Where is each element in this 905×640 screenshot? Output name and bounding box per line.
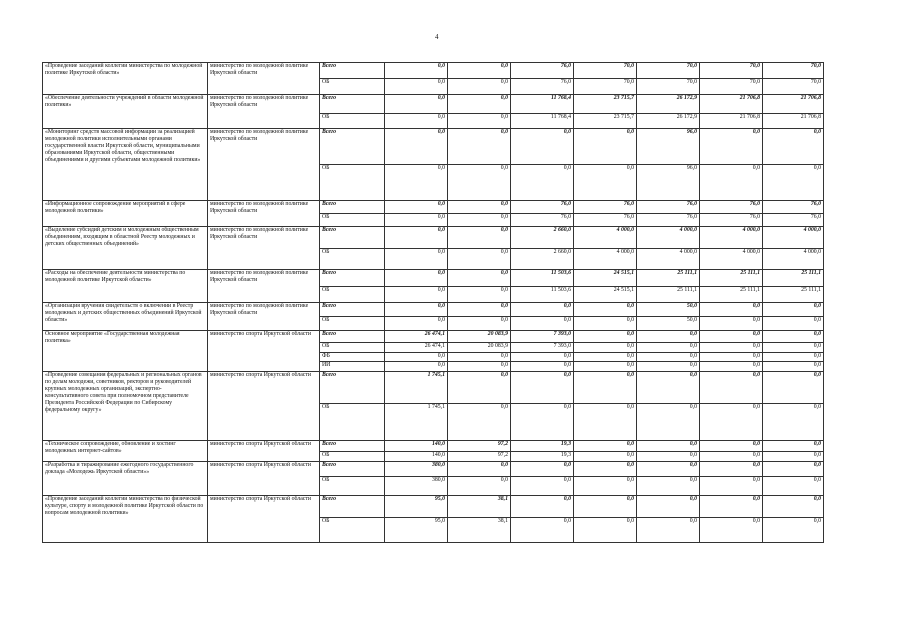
executor-name: министерство по молодежной политике Иркутской области	[208, 270, 320, 303]
amount-cell: 0,0	[574, 404, 637, 441]
amount-cell: 0,0	[637, 496, 700, 518]
amount-cell: 0,0	[448, 95, 511, 114]
amount-cell: 4 000,0	[574, 249, 637, 270]
amount-cell: 0,0	[763, 496, 824, 518]
amount-cell: 38,1	[448, 518, 511, 543]
activity-name: «Организация вручения свидетельств о включении в Реестр молодежных и детских общественных объединений Иркутской области»	[43, 303, 208, 331]
amount-cell: 0,0	[700, 462, 763, 477]
amount-cell: 25 111,1	[637, 287, 700, 303]
table-row	[43, 462, 824, 477]
amount-cell: 0,0	[637, 343, 700, 353]
amount-cell: 26 474,1	[385, 343, 448, 353]
amount-cell: 0,0	[448, 353, 511, 362]
amount-cell: 0,0	[448, 249, 511, 270]
amount-cell: 4 000,0	[763, 227, 824, 249]
funding-source: Всего	[320, 63, 385, 79]
table-row	[43, 270, 824, 287]
amount-cell: 0,0	[700, 303, 763, 317]
amount-cell: 11 503,6	[511, 287, 574, 303]
amount-cell: 76,0	[574, 214, 637, 227]
amount-cell: 70,0	[763, 63, 824, 79]
amount-cell: 0,0	[574, 362, 637, 372]
amount-cell: 11 503,6	[511, 270, 574, 287]
amount-cell: 0,0	[574, 496, 637, 518]
amount-cell: 0,0	[637, 404, 700, 441]
amount-cell: 20 083,9	[448, 331, 511, 343]
amount-cell: 0,0	[574, 353, 637, 362]
amount-cell: 0,0	[763, 353, 824, 362]
amount-cell: 4 000,0	[637, 249, 700, 270]
amount-cell: 0,0	[448, 462, 511, 477]
activity-name: «Техническое сопровождение, обновление и хостинг молодежных интернет-сайтов»	[43, 441, 208, 462]
amount-cell: 140,0	[385, 441, 448, 452]
amount-cell: 0,0	[700, 496, 763, 518]
amount-cell: 25 111,1	[637, 270, 700, 287]
amount-cell: 19,3	[511, 441, 574, 452]
amount-cell: 380,0	[385, 462, 448, 477]
amount-cell: 0,0	[448, 372, 511, 404]
funding-source: Всего	[320, 303, 385, 317]
amount-cell: 25 111,1	[763, 287, 824, 303]
amount-cell: 0,0	[763, 303, 824, 317]
amount-cell: 0,0	[448, 287, 511, 303]
amount-cell: 97,2	[448, 452, 511, 462]
amount-cell: 7 393,0	[511, 331, 574, 343]
amount-cell: 0,0	[763, 362, 824, 372]
amount-cell: 70,0	[574, 79, 637, 95]
amount-cell: 0,0	[700, 331, 763, 343]
amount-cell: 4 000,0	[574, 227, 637, 249]
amount-cell: 0,0	[385, 201, 448, 214]
amount-cell: 0,0	[763, 317, 824, 331]
amount-cell: 0,0	[448, 270, 511, 287]
amount-cell: 1 745,1	[385, 404, 448, 441]
executor-name: министерство по молодежной политике Иркутской области	[208, 227, 320, 270]
funding-source: Всего	[320, 441, 385, 452]
executor-name: министерство по молодежной политике Иркутской области	[208, 95, 320, 129]
amount-cell: 0,0	[574, 462, 637, 477]
amount-cell: 0,0	[637, 362, 700, 372]
funding-source: ОБ	[320, 404, 385, 441]
amount-cell: 0,0	[511, 129, 574, 165]
amount-cell: 0,0	[385, 63, 448, 79]
funding-source: ОБ	[320, 79, 385, 95]
amount-cell: 0,0	[763, 452, 824, 462]
funding-source: ФБ	[320, 353, 385, 362]
amount-cell: 0,0	[385, 362, 448, 372]
amount-cell: 76,0	[637, 201, 700, 214]
amount-cell: 0,0	[574, 303, 637, 317]
amount-cell: 0,0	[448, 477, 511, 496]
amount-cell: 0,0	[763, 404, 824, 441]
amount-cell: 21 706,8	[700, 114, 763, 129]
amount-cell: 0,0	[511, 165, 574, 201]
amount-cell: 0,0	[574, 165, 637, 201]
amount-cell: 4 000,0	[700, 249, 763, 270]
amount-cell: 0,0	[700, 452, 763, 462]
amount-cell: 0,0	[448, 317, 511, 331]
amount-cell: 21 706,8	[763, 95, 824, 114]
funding-source: ОБ	[320, 452, 385, 462]
funding-source: ОБ	[320, 287, 385, 303]
activity-name: «Проведение совещания федеральных и региональных органов по делам молодежи, советников, ректоров и руководителей крупных молодежных организаций, экспертно-консультативного совета при полномочном представителе Президента Российской Федерации по Сибирскому федеральному округу»	[43, 372, 208, 441]
funding-source: Всего	[320, 227, 385, 249]
amount-cell: 21 706,8	[700, 95, 763, 114]
amount-cell: 76,0	[511, 201, 574, 214]
amount-cell: 0,0	[700, 165, 763, 201]
amount-cell: 0,0	[448, 362, 511, 372]
amount-cell: 0,0	[574, 441, 637, 452]
amount-cell: 20 083,9	[448, 343, 511, 353]
amount-cell: 0,0	[637, 372, 700, 404]
table-row	[43, 496, 824, 518]
amount-cell: 0,0	[385, 249, 448, 270]
amount-cell: 0,0	[700, 317, 763, 331]
amount-cell: 0,0	[385, 79, 448, 95]
amount-cell: 0,0	[574, 452, 637, 462]
amount-cell: 25 111,1	[700, 270, 763, 287]
amount-cell: 76,0	[700, 214, 763, 227]
amount-cell: 0,0	[448, 63, 511, 79]
funding-source: Всего	[320, 372, 385, 404]
table-row	[43, 227, 824, 249]
amount-cell: 0,0	[385, 95, 448, 114]
amount-cell: 380,0	[385, 477, 448, 496]
executor-name: министерство по молодежной политике Иркутской области	[208, 303, 320, 331]
executor-name: министерство спорта Иркутской области	[208, 496, 320, 543]
activity-name: «Проведение заседаний коллегии министерства по физической культуре, спорту и молодежной политике Иркутской области по вопросам молодежной политики»	[43, 496, 208, 543]
table-row	[43, 63, 824, 79]
funding-source: ОБ	[320, 165, 385, 201]
amount-cell: 76,0	[574, 201, 637, 214]
executor-name: министерство спорта Иркутской области	[208, 331, 320, 372]
amount-cell: 19,3	[511, 452, 574, 462]
amount-cell: 0,0	[637, 462, 700, 477]
table-row	[43, 331, 824, 343]
table-row	[43, 441, 824, 452]
amount-cell: 0,0	[763, 343, 824, 353]
funding-source: Всего	[320, 129, 385, 165]
amount-cell: 0,0	[700, 362, 763, 372]
amount-cell: 4 000,0	[637, 227, 700, 249]
amount-cell: 4 000,0	[763, 249, 824, 270]
amount-cell: 0,0	[385, 270, 448, 287]
amount-cell: 97,2	[448, 441, 511, 452]
amount-cell: 0,0	[511, 372, 574, 404]
funding-source: ОБ	[320, 518, 385, 543]
amount-cell: 76,0	[511, 214, 574, 227]
amount-cell: 0,0	[700, 372, 763, 404]
amount-cell: 0,0	[448, 165, 511, 201]
amount-cell: 23 715,7	[574, 114, 637, 129]
amount-cell: 0,0	[700, 518, 763, 543]
amount-cell: 25 111,1	[700, 287, 763, 303]
executor-name: министерство спорта Иркутской области	[208, 441, 320, 462]
amount-cell: 0,0	[448, 114, 511, 129]
amount-cell: 0,0	[448, 227, 511, 249]
amount-cell: 0,0	[448, 129, 511, 165]
amount-cell: 76,0	[700, 201, 763, 214]
amount-cell: 0,0	[385, 129, 448, 165]
amount-cell: 95,0	[385, 496, 448, 518]
executor-name: министерство по молодежной политике Иркутской области	[208, 129, 320, 201]
amount-cell: 0,0	[574, 518, 637, 543]
amount-cell: 11 768,4	[511, 95, 574, 114]
executor-name: министерство спорта Иркутской области	[208, 462, 320, 496]
amount-cell: 50,0	[637, 317, 700, 331]
amount-cell: 0,0	[448, 303, 511, 317]
amount-cell: 0,0	[448, 214, 511, 227]
amount-cell: 50,0	[637, 303, 700, 317]
amount-cell: 26 474,1	[385, 331, 448, 343]
amount-cell: 7 393,0	[511, 343, 574, 353]
amount-cell: 0,0	[637, 477, 700, 496]
table-row	[43, 303, 824, 317]
amount-cell: 96,0	[637, 165, 700, 201]
funding-source: Всего	[320, 270, 385, 287]
amount-cell: 0,0	[637, 331, 700, 343]
amount-cell: 140,0	[385, 452, 448, 462]
funding-source: Всего	[320, 331, 385, 343]
amount-cell: 0,0	[385, 165, 448, 201]
amount-cell: 0,0	[574, 317, 637, 331]
amount-cell: 11 768,4	[511, 114, 574, 129]
amount-cell: 0,0	[637, 441, 700, 452]
amount-cell: 0,0	[385, 114, 448, 129]
amount-cell: 70,0	[700, 63, 763, 79]
amount-cell: 1 745,1	[385, 372, 448, 404]
amount-cell: 0,0	[511, 404, 574, 441]
activity-name: «Проведение заседаний коллегии министерства по молодежной политике Иркутской области»	[43, 63, 208, 95]
amount-cell: 0,0	[511, 317, 574, 331]
amount-cell: 26 172,9	[637, 95, 700, 114]
amount-cell: 70,0	[637, 79, 700, 95]
amount-cell: 76,0	[511, 63, 574, 79]
amount-cell: 0,0	[763, 462, 824, 477]
funding-source: ИИ	[320, 362, 385, 372]
amount-cell: 21 706,8	[763, 114, 824, 129]
activity-name: «Мониторинг средств массовой информации за реализацией молодежной политики исполнительными органами государственной власти Иркутской области, муниципальными образованиями Иркутской области, общественными объединениями и другими субъектами молодежной политики»	[43, 129, 208, 201]
amount-cell: 0,0	[385, 353, 448, 362]
amount-cell: 0,0	[448, 79, 511, 95]
amount-cell: 0,0	[511, 353, 574, 362]
amount-cell: 38,1	[448, 496, 511, 518]
executor-name: министерство по молодежной политике Иркутской области	[208, 63, 320, 95]
activity-name: «Разработка и тиражирование ежегодного государственного доклада «Молодежь Иркутской области»»	[43, 462, 208, 496]
activity-name: Основное мероприятие «Государственная молодежная политика»	[43, 331, 208, 372]
funding-source: ОБ	[320, 343, 385, 353]
executor-name: министерство по молодежной политике Иркутской области	[208, 201, 320, 227]
funding-source: ОБ	[320, 317, 385, 331]
executor-name: министерство спорта Иркутской области	[208, 372, 320, 441]
amount-cell: 0,0	[637, 353, 700, 362]
amount-cell: 25 111,1	[763, 270, 824, 287]
amount-cell: 0,0	[385, 303, 448, 317]
amount-cell: 0,0	[700, 353, 763, 362]
funding-source: Всего	[320, 462, 385, 477]
amount-cell: 76,0	[511, 79, 574, 95]
amount-cell: 2 660,0	[511, 249, 574, 270]
amount-cell: 0,0	[763, 518, 824, 543]
activity-name: «Расходы на обеспечение деятельности министерства по молодежной политике Иркутской области»	[43, 270, 208, 303]
amount-cell: 0,0	[574, 372, 637, 404]
amount-cell: 70,0	[574, 63, 637, 79]
amount-cell: 2 660,0	[511, 227, 574, 249]
amount-cell: 70,0	[700, 79, 763, 95]
amount-cell: 23 715,7	[574, 95, 637, 114]
table-row	[43, 129, 824, 165]
amount-cell: 0,0	[511, 362, 574, 372]
amount-cell: 0,0	[511, 462, 574, 477]
amount-cell: 0,0	[511, 518, 574, 543]
amount-cell: 0,0	[385, 317, 448, 331]
amount-cell: 0,0	[700, 477, 763, 496]
amount-cell: 0,0	[763, 477, 824, 496]
page-number: 4	[435, 33, 439, 41]
funding-source: ОБ	[320, 249, 385, 270]
amount-cell: 4 000,0	[700, 227, 763, 249]
activity-name: «Информационное сопровождение мероприятий в сфере молодежной политики»	[43, 201, 208, 227]
amount-cell: 0,0	[448, 404, 511, 441]
amount-cell: 0,0	[448, 201, 511, 214]
amount-cell: 24 515,1	[574, 287, 637, 303]
amount-cell: 0,0	[574, 477, 637, 496]
amount-cell: 0,0	[700, 129, 763, 165]
amount-cell: 0,0	[763, 331, 824, 343]
amount-cell: 76,0	[637, 214, 700, 227]
amount-cell: 0,0	[511, 303, 574, 317]
funding-source: ОБ	[320, 214, 385, 227]
amount-cell: 0,0	[700, 404, 763, 441]
amount-cell: 0,0	[763, 372, 824, 404]
amount-cell: 76,0	[763, 214, 824, 227]
funding-source: ОБ	[320, 114, 385, 129]
amount-cell: 0,0	[385, 227, 448, 249]
table-row	[43, 201, 824, 214]
amount-cell: 0,0	[763, 165, 824, 201]
funding-source: Всего	[320, 496, 385, 518]
funding-source: Всего	[320, 95, 385, 114]
amount-cell: 0,0	[385, 287, 448, 303]
amount-cell: 0,0	[763, 441, 824, 452]
amount-cell: 0,0	[511, 496, 574, 518]
amount-cell: 0,0	[700, 441, 763, 452]
amount-cell: 0,0	[574, 343, 637, 353]
table-row	[43, 372, 824, 404]
amount-cell: 70,0	[637, 63, 700, 79]
funding-source: ОБ	[320, 477, 385, 496]
amount-cell: 96,0	[637, 129, 700, 165]
amount-cell: 70,0	[763, 79, 824, 95]
amount-cell: 0,0	[574, 129, 637, 165]
funding-table	[42, 62, 824, 543]
amount-cell: 0,0	[700, 343, 763, 353]
amount-cell: 95,0	[385, 518, 448, 543]
amount-cell: 26 172,9	[637, 114, 700, 129]
amount-cell: 0,0	[763, 129, 824, 165]
funding-source: Всего	[320, 201, 385, 214]
amount-cell: 0,0	[637, 518, 700, 543]
amount-cell: 0,0	[385, 214, 448, 227]
amount-cell: 0,0	[511, 477, 574, 496]
amount-cell: 0,0	[574, 331, 637, 343]
activity-name: «Обеспечение деятельности учреждений в области молодежной политики»	[43, 95, 208, 129]
activity-name: «Выделение субсидий детским и молодежным общественным объединениям, входящим в областной Реестр молодежных и детских общественных объединений»	[43, 227, 208, 270]
table-row	[43, 95, 824, 114]
amount-cell: 0,0	[637, 452, 700, 462]
amount-cell: 76,0	[763, 201, 824, 214]
amount-cell: 24 515,1	[574, 270, 637, 287]
